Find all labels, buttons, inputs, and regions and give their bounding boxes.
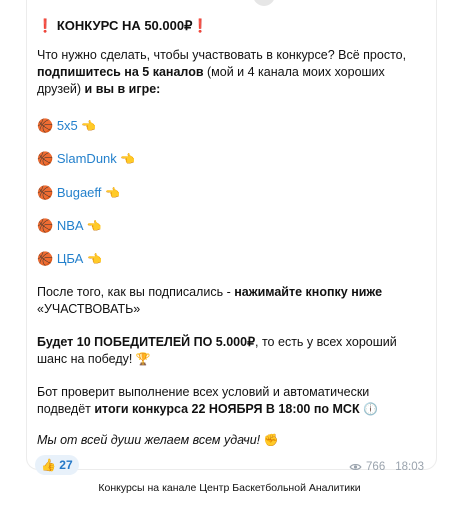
intro-bold-2: и вы в игре:: [84, 82, 161, 96]
bot-paragraph: [37, 384, 426, 418]
post-title: [37, 17, 426, 34]
winners-bold: Будет 10 ПОБЕДИТЕЛЕЙ ПО 5.000₽: [37, 335, 256, 349]
after-text-2: «УЧАСТВОВАТЬ»: [37, 302, 141, 316]
intro-bold-1: подпишитесь на 5 каналов: [37, 65, 204, 79]
view-count: 766: [366, 461, 386, 473]
after-bold: нажимайте кнопку ниже: [234, 285, 383, 299]
basketball-icon: 🏀: [37, 185, 54, 200]
message-time: 18:03: [395, 461, 424, 473]
top-notch: [253, 0, 275, 6]
channel-link-slamdunk[interactable]: SlamDunk: [56, 151, 117, 166]
channel-link-nba[interactable]: NBA: [56, 218, 83, 233]
channel-link-cba[interactable]: ЦБА: [56, 251, 84, 266]
intro-paragraph: [37, 47, 426, 98]
winners-paragraph: [37, 334, 426, 368]
pointing-left-icon: 👈: [120, 152, 136, 166]
message-meta: [349, 461, 424, 473]
image-caption: Конкурсы на канале Центр Баскетбольной Аналитики: [98, 482, 361, 494]
eye-icon: [349, 463, 362, 471]
bot-bold: итоги конкурса 22 НОЯБРЯ В 18:00 по МСК: [94, 402, 360, 416]
channel-item-cba[interactable]: [37, 250, 102, 268]
message-bubble: [26, 0, 437, 473]
trophy-icon: 🏆: [135, 352, 151, 366]
exclamation-icon: ❗: [192, 18, 209, 33]
intro-text-2: (мой и 4 канала моих хороших друзей): [37, 65, 385, 96]
bot-text: Бот проверит выполнение всех условий и автоматически подведёт: [37, 385, 370, 416]
exclamation-icon: ❗: [37, 18, 54, 33]
channel-item-slamdunk[interactable]: [37, 150, 135, 168]
basketball-icon: 🏀: [37, 118, 54, 133]
wish-paragraph: [37, 432, 426, 449]
channel-link-bugaeff[interactable]: Bugaeff: [56, 185, 102, 200]
clock-icon: 🕕: [363, 402, 379, 416]
after-subscribe-paragraph: [37, 284, 426, 318]
basketball-icon: 🏀: [37, 218, 54, 233]
reaction-thumbs-up[interactable]: [35, 455, 79, 475]
channel-item-nba[interactable]: [37, 217, 101, 235]
post-title-text: КОНКУРС НА 50.000₽: [56, 18, 193, 33]
basketball-icon: 🏀: [37, 251, 54, 266]
after-text-1: После того, как вы подписались -: [37, 285, 235, 299]
wish-text: Мы от всей души желаем всем удачи!: [37, 433, 261, 447]
basketball-icon: 🏀: [37, 151, 54, 166]
thumbs-up-icon: 👍: [41, 458, 57, 472]
channel-item-5x5[interactable]: [37, 117, 96, 135]
intro-text-1: Что нужно сделать, чтобы участвовать в конкурсе? Всё просто,: [37, 48, 407, 62]
channel-link-5x5[interactable]: 5x5: [56, 118, 78, 133]
raised-fist-icon: ✊: [263, 433, 279, 447]
channel-item-bugaeff[interactable]: [37, 184, 120, 202]
pointing-left-icon: 👈: [86, 219, 102, 233]
pointing-left-icon: 👈: [81, 119, 97, 133]
pointing-left-icon: 👈: [105, 186, 120, 200]
winners-text: , то есть у всех хороший шанс на победу!: [37, 335, 397, 366]
reaction-count: 27: [59, 458, 73, 472]
pointing-left-icon: 👈: [86, 252, 102, 266]
